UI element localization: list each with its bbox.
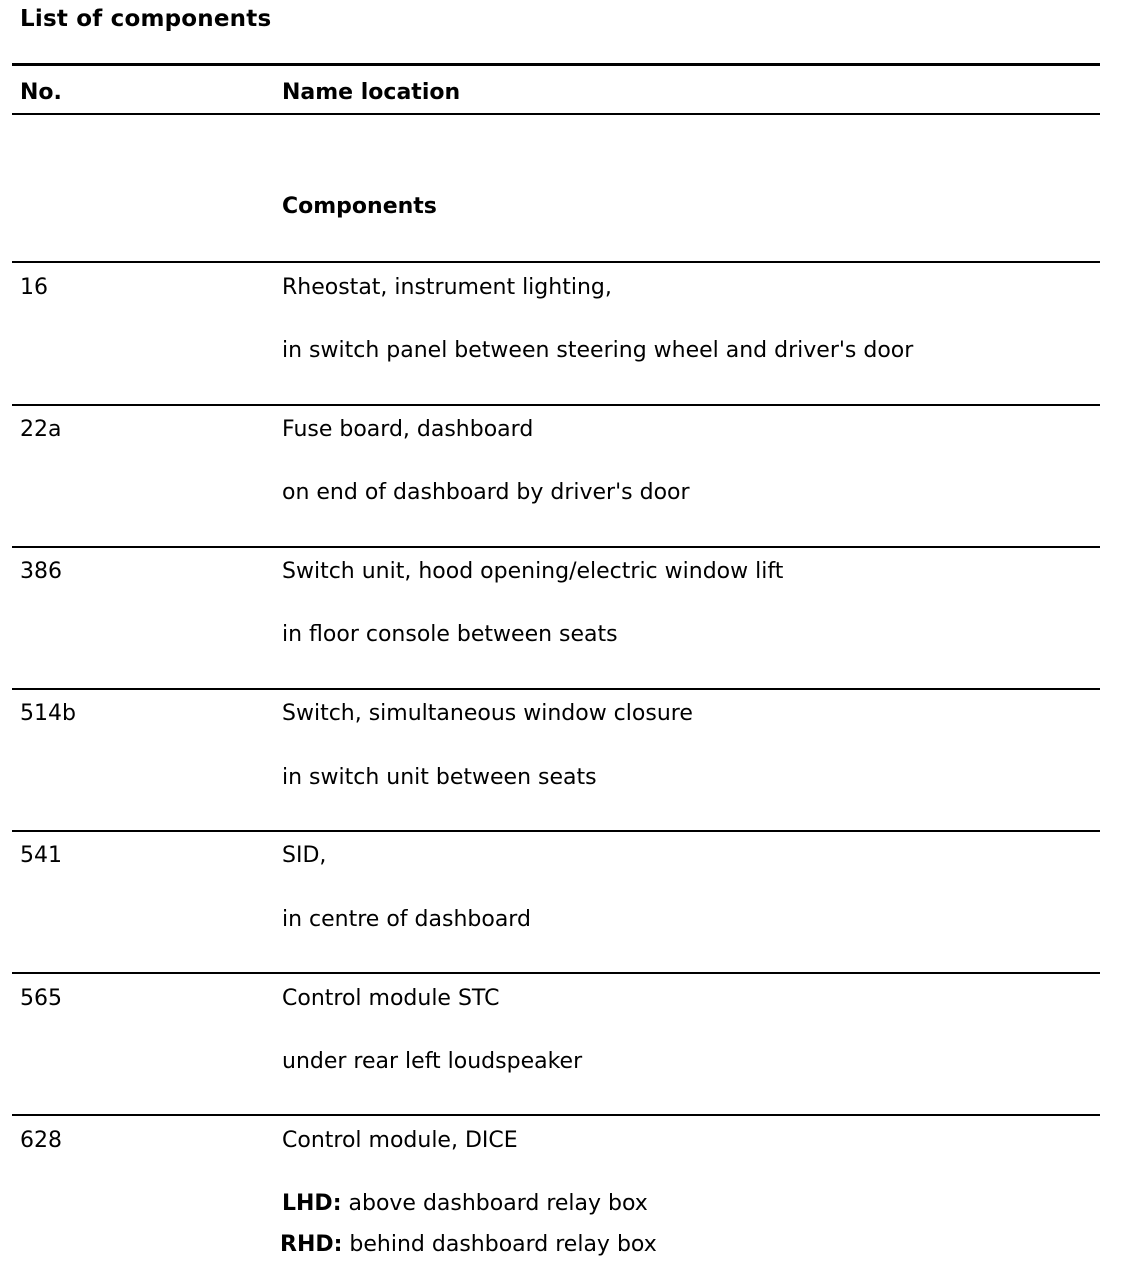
lhd-label: LHD: [282, 1191, 342, 1216]
row-name: Control module, DICE [282, 1128, 518, 1153]
row-number: 386 [20, 559, 62, 584]
header-name-location: Name location [282, 80, 461, 105]
row-rule [12, 404, 1100, 406]
row-number: 16 [20, 275, 48, 300]
row-location: in centre of dashboard [282, 907, 531, 932]
row-location: in switch unit between seats [282, 765, 597, 790]
row-location: in floor console between seats [282, 622, 618, 647]
row-name: Switch unit, hood opening/electric window lift [282, 559, 784, 584]
row-number: 541 [20, 843, 62, 868]
header-no: No. [20, 80, 62, 105]
lhd-text: above dashboard relay box [341, 1191, 648, 1216]
section-heading: Components [282, 194, 437, 219]
row-rule [12, 830, 1100, 832]
row-name: Switch, simultaneous window closure [282, 701, 693, 726]
row-location-lhd [282, 1191, 648, 1216]
row-location-rhd [280, 1232, 657, 1257]
rhd-text: behind dashboard relay box [342, 1232, 657, 1257]
row-name: SID, [282, 843, 327, 868]
row-rule [12, 546, 1100, 548]
row-name: Rheostat, instrument lighting, [282, 275, 612, 300]
row-rule [12, 972, 1100, 974]
document-title: List of components [20, 6, 272, 32]
row-number: 514b [20, 701, 76, 726]
rhd-label: RHD: [280, 1232, 343, 1257]
header-bottom-rule [12, 113, 1100, 115]
row-name: Control module STC [282, 986, 500, 1011]
row-location: in switch panel between steering wheel and driver's door [282, 338, 914, 363]
row-rule [12, 261, 1100, 263]
row-number: 22a [20, 417, 62, 442]
row-number: 628 [20, 1128, 62, 1153]
row-number: 565 [20, 986, 62, 1011]
row-rule [12, 688, 1100, 690]
row-location: under rear left loudspeaker [282, 1049, 583, 1074]
header-top-rule [12, 63, 1100, 66]
row-name: Fuse board, dashboard [282, 417, 534, 442]
row-location: on end of dashboard by driver's door [282, 480, 690, 505]
row-rule [12, 1114, 1100, 1116]
